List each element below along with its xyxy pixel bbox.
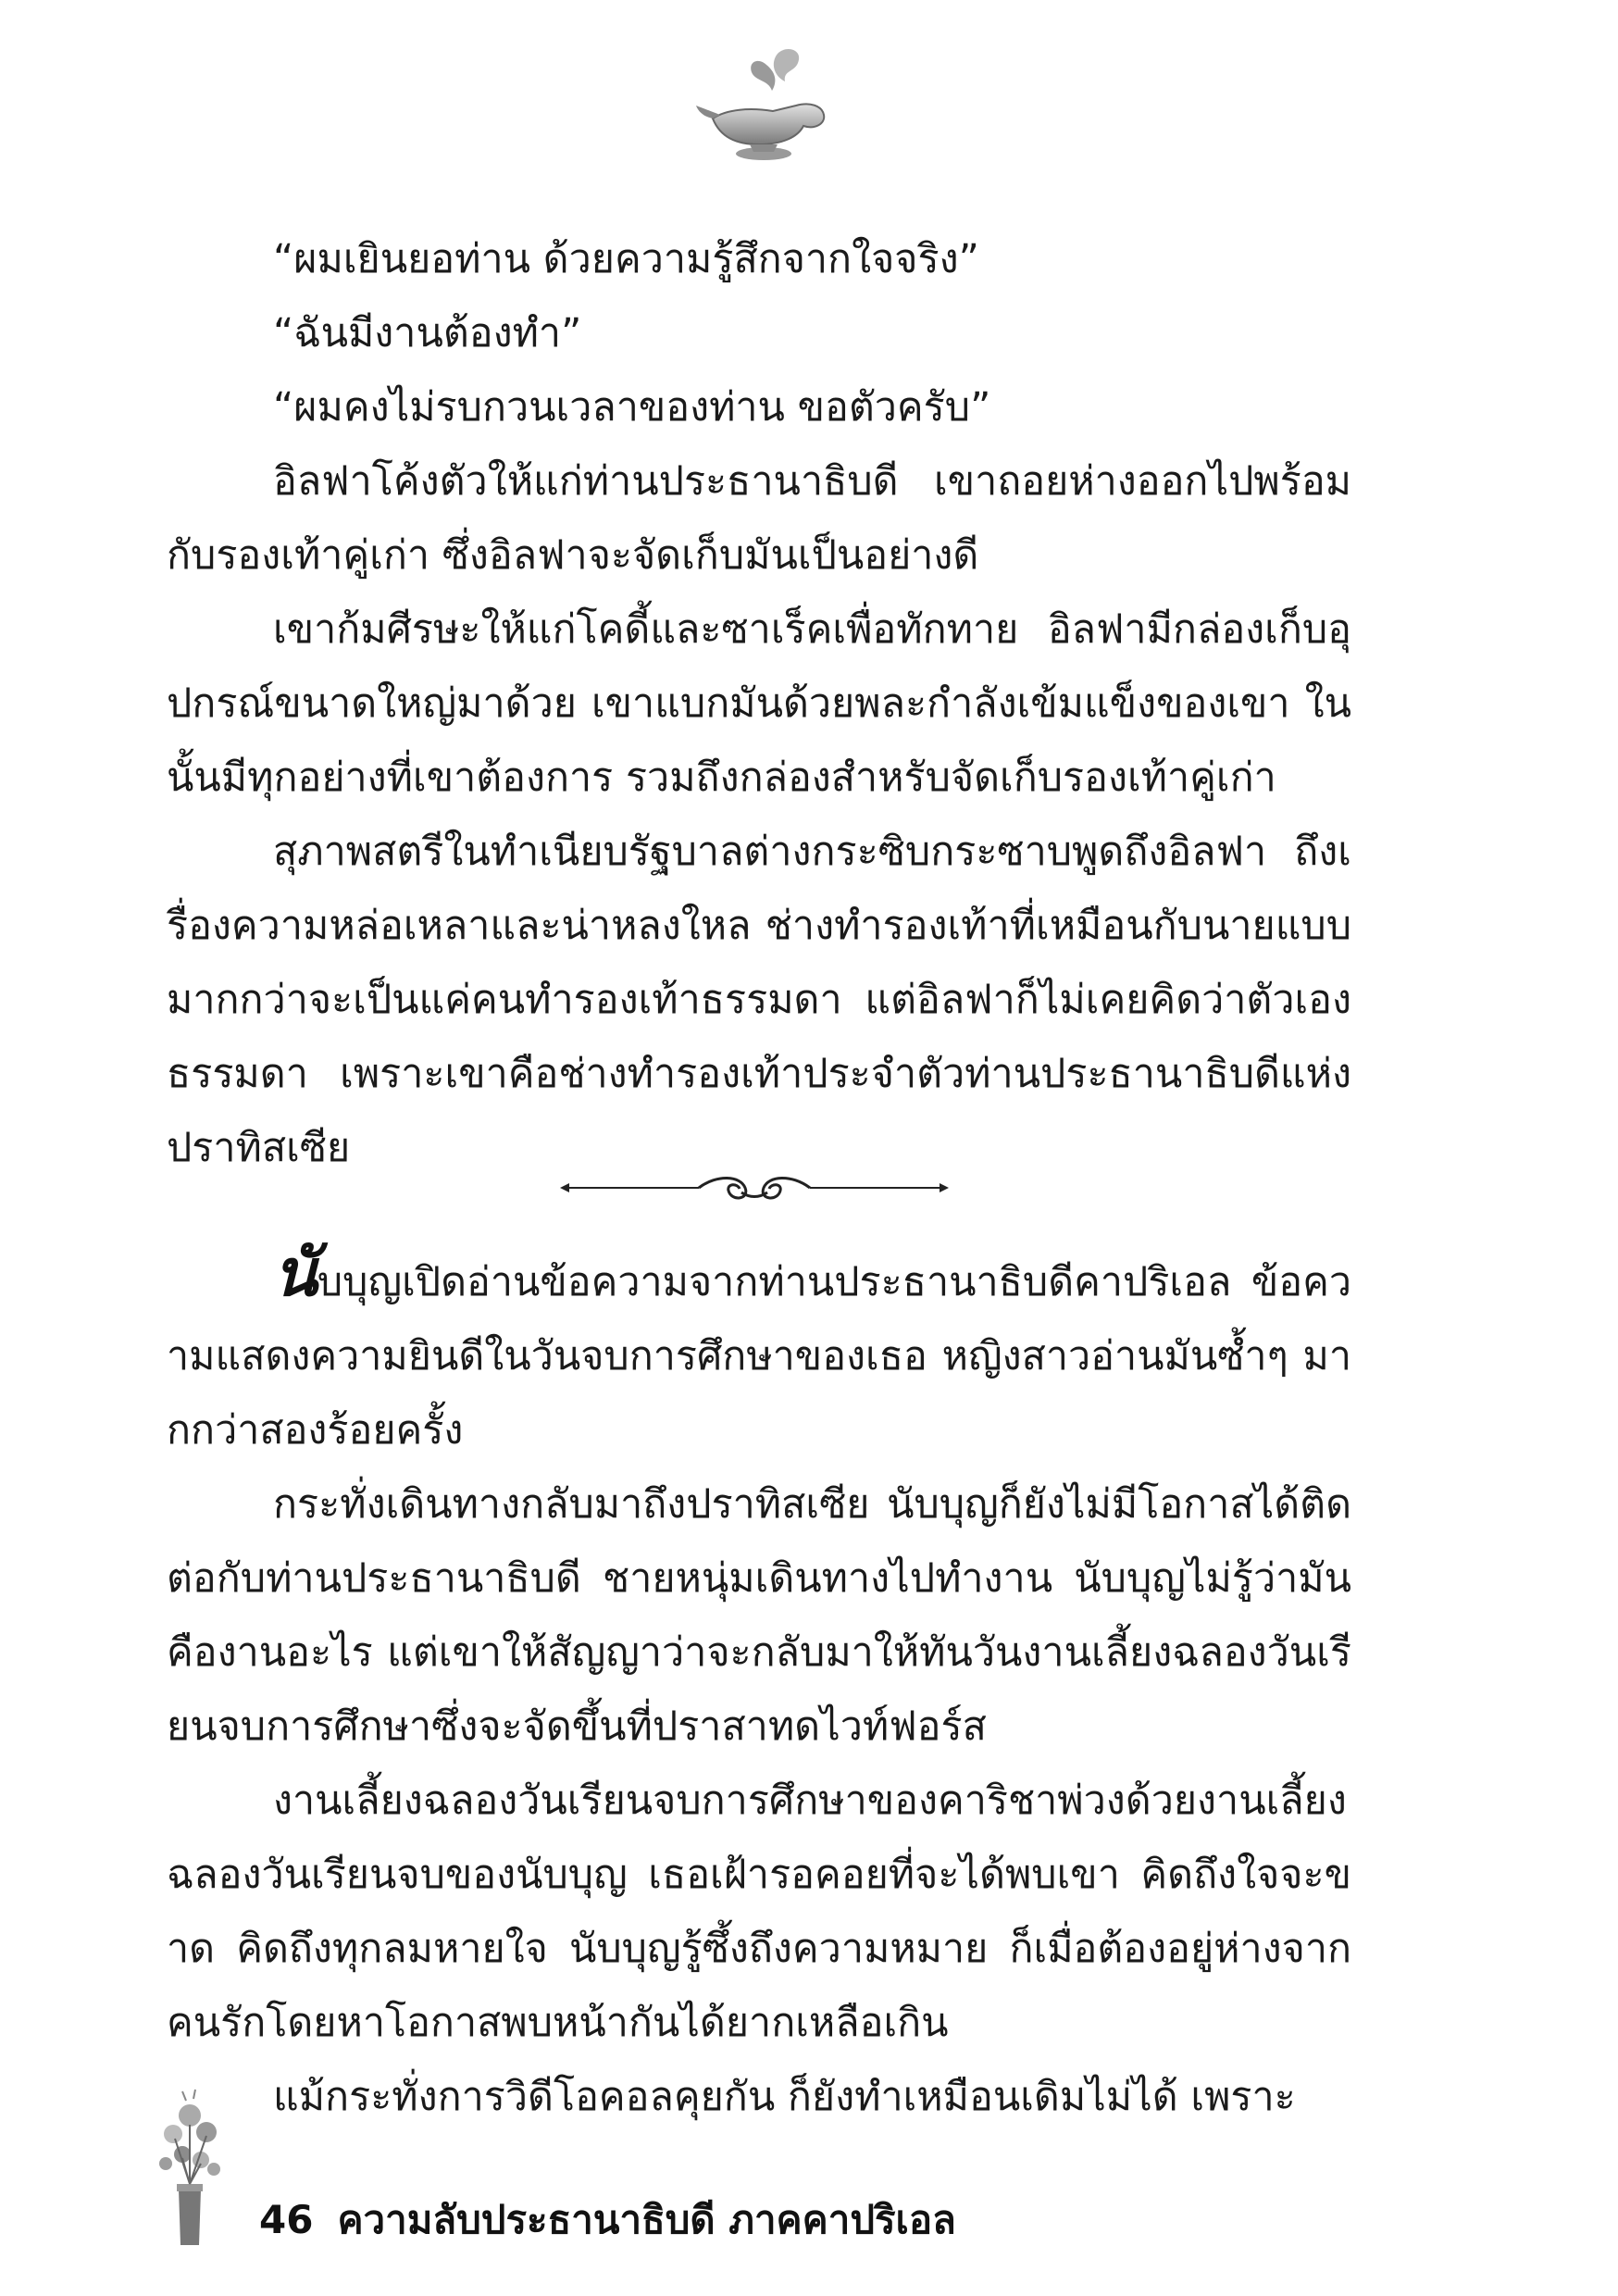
- text-block-2: [167, 1234, 1351, 2134]
- paragraph: “ผมคงไม่รบกวนเวลาของท่าน ขอตัวครับ”: [273, 384, 991, 430]
- flower-vase-icon: [153, 2088, 227, 2250]
- footer-running-title: [259, 2190, 956, 2251]
- genie-lamp-icon: [694, 44, 833, 165]
- text-block-1: [167, 222, 1351, 1185]
- book-title: ความลับประธานาธิบดี ภาคคาปริเอล: [337, 2197, 956, 2242]
- paragraph: เขาก้มศีรษะให้แก่โคดี้และซาเร็คเพื่อทักทาย อิลฟามีกล่องเก็บอุปกรณ์ขนาดใหญ่มาด้วย เขาแบกมันด้วยพละกำลังเข้มแข็งของเขา ในนั้นมีทุกอย่างที่เขาต้องการ รวมถึงกล่องสำหรับจัดเก็บรองเท้าคู่เก่า: [167, 606, 1351, 801]
- flourish-divider-icon: [560, 1165, 949, 1211]
- paragraph: อิลฟาโค้งตัวให้แก่ท่านประธานาธิบดี เขาถอยห่างออกไปพร้อมกับรองเท้าคู่เก่า ซึ่งอิลฟาจะจัดเก็บมันเป็นอย่างดี: [167, 458, 1351, 579]
- paragraph-rest: บบุญเปิดอ่านข้อความจากท่านประธานาธิบดีคาปริเอล ข้อความแสดงความยินดีในวันจบการศึกษาของเธอ หญิงสาวอ่านมันซ้ำๆ มากกว่าสองร้อยครั้ง: [167, 1259, 1351, 1454]
- paragraph: งานเลี้ยงฉลองวันเรียนจบการศึกษาของคาริชาพ่วงด้วยงานเลี้ยงฉลองวันเรียนจบของนับบุญ เธอเฝ้ารอคอยที่จะได้พบเขา คิดถึงใจจะขาด คิดถึงทุกลมหายใจ นับบุญรู้ซึ้งถึงความหมาย ก็เมื่อต้องอยู่ห่างจากคนรักโดยหาโอกาสพบหน้ากันได้ยากเหลือเกิน: [167, 1778, 1351, 2046]
- paragraph-dropcap: [167, 1234, 1351, 1467]
- drop-cap: นั: [273, 1234, 317, 1311]
- paragraph: สุภาพสตรีในทำเนียบรัฐบาลต่างกระซิบกระซาบพูดถึงอิลฟา ถึงเรื่องความหล่อเหลาและน่าหลงใหล ช่างทำรองเท้าที่เหมือนกับนายแบบมากกว่าจะเป็นแค่คนทำรองเท้าธรรมดา แต่อิลฟาก็ไม่เคยคิดว่าตัวเองธรรมดา เพราะเขาคือช่างทำรองเท้าประจำตัวท่านประธานาธิบดีแห่งปราทิสเซีย: [167, 829, 1351, 1171]
- paragraph: “ฉันมีงานต้องทำ”: [273, 310, 582, 356]
- paragraph: “ผมเยินยอท่าน ด้วยความรู้สึกจากใจจริง”: [273, 236, 979, 282]
- paragraph: แม้กระทั่งการวิดีโอคอลคุยกัน ก็ยังทำเหมือนเดิมไม่ได้ เพราะ: [273, 2074, 1296, 2120]
- page-number: 46: [259, 2197, 314, 2242]
- page-footer: [153, 2088, 1356, 2254]
- paragraph: กระทั่งเดินทางกลับมาถึงปราทิสเซีย นับบุญก็ยังไม่มีโอกาสได้ติดต่อกับท่านประธานาธิบดี ชายหนุ่มเดินทางไปทำงาน นับบุญไม่รู้ว่ามันคืองานอะไร แต่เขาให้สัญญาว่าจะกลับมาให้ทันวันงานเลี้ยงฉลองวันเรียนจบการศึกษาซึ่งจะจัดขึ้นที่ปราสาทดไวท์ฟอร์ส: [167, 1481, 1351, 1750]
